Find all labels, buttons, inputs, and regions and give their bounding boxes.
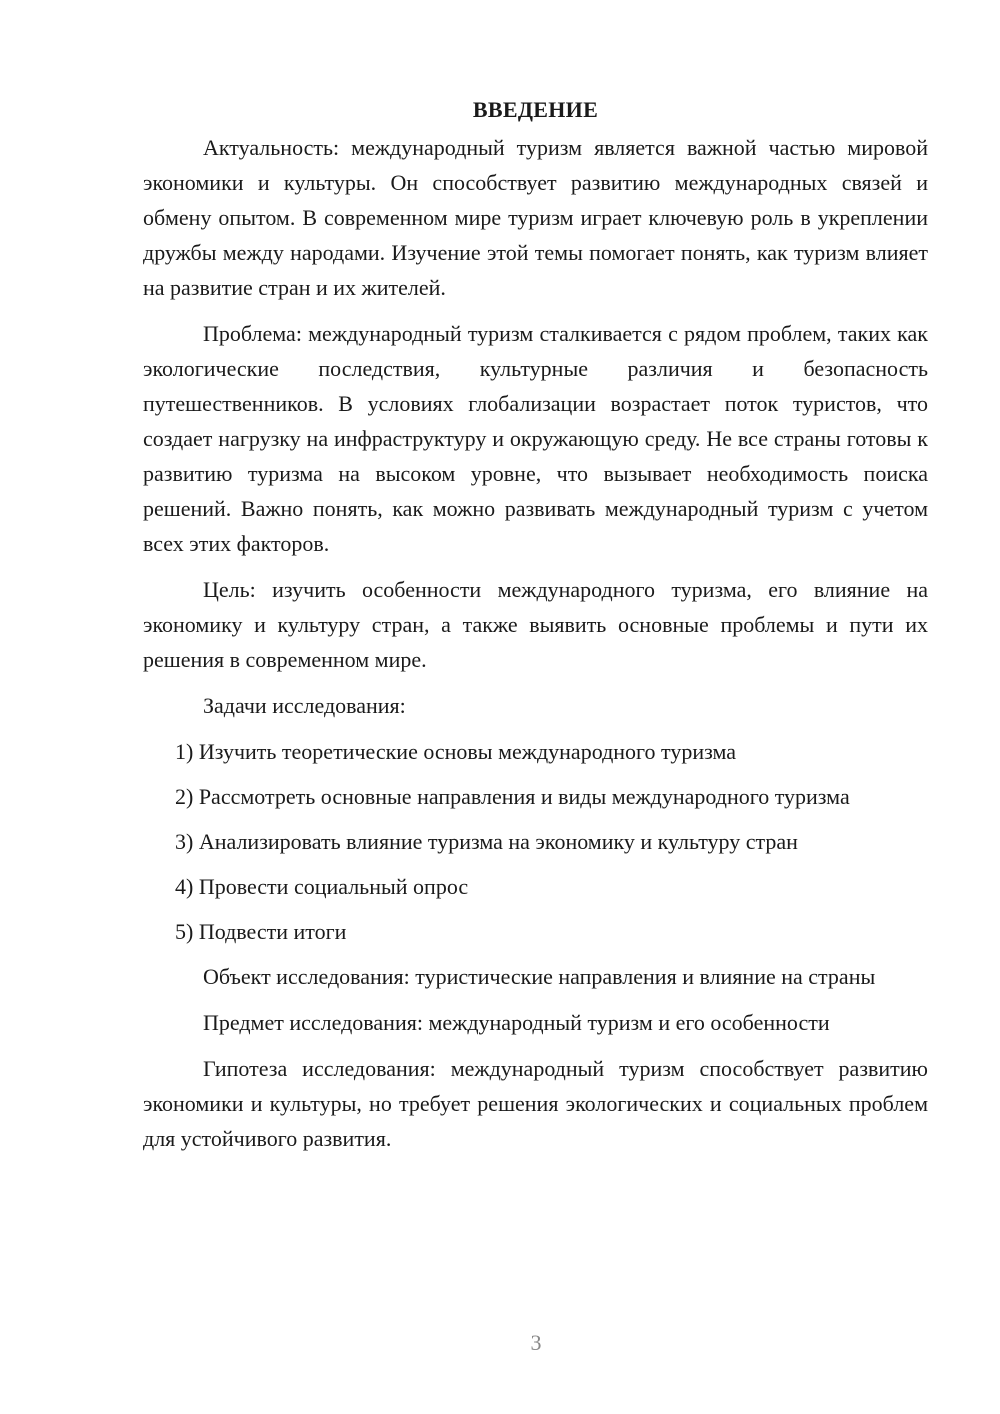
relevance-paragraph: Актуальность: международный туризм является важной частью мировой экономики и культуры. Он способствует развитию международных связей и обмену опытом. В современном мире туризм играет ключевую роль в укреплении дружбы между народами. Изучение этой темы помогает понять, как туризм влияет на развитие стран и их жителей. bbox=[143, 135, 928, 300]
task-item-1: 1) Изучить теоретические основы международного туризма bbox=[175, 739, 737, 764]
section-title: ВВЕДЕНИЕ bbox=[472, 97, 599, 122]
hypothesis-paragraph: Гипотеза исследования: международный туризм способствует развитию экономики и культуры, но требует решения экологических и социальных проблем для устойчивого развития. bbox=[143, 1056, 928, 1151]
tasks-heading: Задачи исследования: bbox=[203, 693, 406, 718]
problem-paragraph: Проблема: международный туризм сталкивается с рядом проблем, таких как экологические последствия, культурные различия и безопасность путешественников. В условиях глобализации возрастает поток туристов, что создает нагрузку на инфраструктуру и окружающую среду. Не все страны готовы к развитию туризма на высоком уровне, что вызывает необходимость поиска решений. Важно понять, как можно развивать международный туризм с учетом всех этих факторов. bbox=[143, 321, 928, 556]
task-item-3: 3) Анализировать влияние туризма на экономику и культуру стран bbox=[175, 829, 798, 854]
task-item-4: 4) Провести социальный опрос bbox=[175, 874, 469, 899]
task-item-2: 2) Рассмотреть основные направления и виды международного туризма bbox=[175, 784, 850, 809]
goal-paragraph: Цель: изучить особенности международного туризма, его влияние на экономику и культуру стран, а также выявить основные проблемы и пути их решения в современном мире. bbox=[143, 577, 928, 672]
document-page bbox=[143, 92, 928, 1167]
task-item-5: 5) Подвести итоги bbox=[175, 919, 347, 944]
subject-paragraph: Предмет исследования: международный туризм и его особенности bbox=[203, 1010, 830, 1035]
object-paragraph: Объект исследования: туристические направления и влияние на страны bbox=[203, 964, 876, 989]
page-number: 3 bbox=[530, 1330, 542, 1355]
